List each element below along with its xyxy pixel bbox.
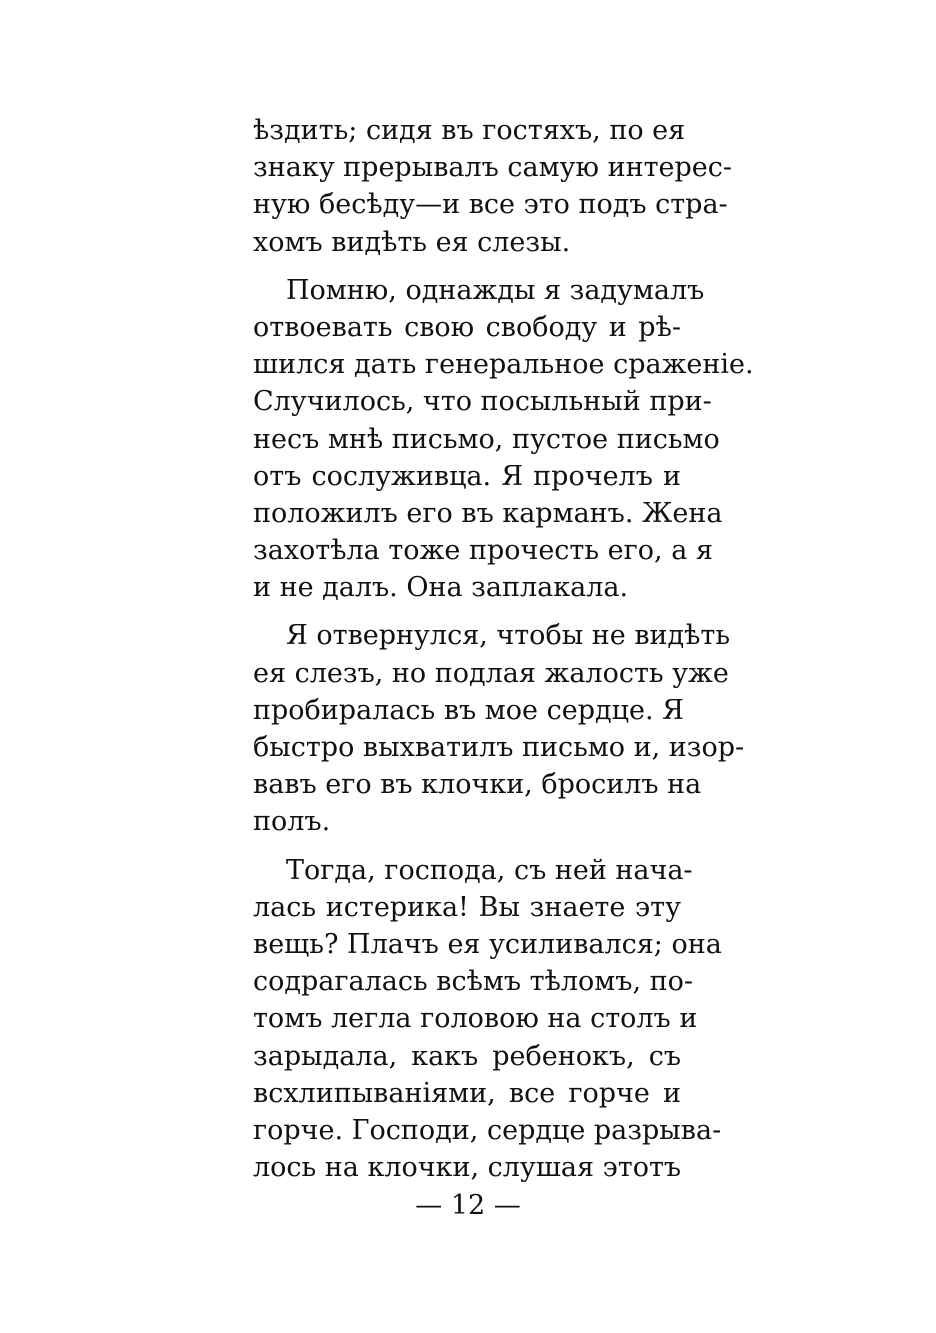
text-line: лась истерика! Вы знаете эту	[253, 891, 681, 923]
text-line: и не далъ. Она заплакала.	[253, 572, 629, 604]
text-line: ную бесѣду—и все это подъ стра-	[253, 189, 728, 221]
paragraph-1	[253, 112, 733, 261]
page-number: — 12 —	[415, 1190, 521, 1221]
text-line: Тогда, господа, съ ней нача-	[286, 854, 693, 886]
text-line: пробиралась въ мое сердце. Я	[253, 694, 684, 726]
text-line: вавъ его въ клочки, бросилъ на	[253, 769, 702, 801]
paragraph-2	[253, 272, 754, 607]
text-line: лось на клочки, слушая этотъ	[253, 1152, 682, 1184]
text-line: быстро выхватилъ письмо и, изор-	[253, 732, 745, 763]
text-line: отвоевать свою свободу и рѣ-	[253, 311, 681, 343]
text-line: несъ мнѣ письмо, пустое письмо	[253, 423, 720, 455]
paragraph-gap	[253, 606, 681, 617]
text-line: захотѣла тоже прочесть его, а я	[253, 535, 713, 567]
text-line: вещь? Плачъ ея усиливался; она	[253, 928, 722, 960]
text-line: горче. Господи, сердце разрыва-	[253, 1114, 722, 1146]
paragraph-3	[253, 617, 745, 840]
text-line: полъ.	[253, 806, 331, 838]
text-line: отъ сослуживца. Я прочелъ и	[253, 460, 681, 492]
text-line: Помню, однажды я задумалъ	[286, 274, 705, 306]
body-text	[253, 112, 754, 1186]
text-line: положилъ его въ карманъ. Жена	[253, 497, 723, 529]
text-line: хомъ видѣть ея слезы.	[253, 226, 571, 258]
text-line: зарыдала, какъ ребенокъ, съ	[253, 1040, 681, 1072]
text-line: ея слезъ, но подлая жалость уже	[253, 657, 729, 689]
text-line: всхлипываніями, все горче и	[253, 1077, 681, 1109]
text-line: знаку прерывалъ самую интерес-	[253, 152, 733, 184]
paragraph-gap	[253, 841, 681, 852]
text-line: шился дать генеральное сраженіе.	[253, 349, 754, 381]
paragraph-4	[253, 852, 722, 1187]
text-line: ѣздить; сидя въ гостяхъ, по ея	[253, 115, 686, 146]
text-line: содрагалась всѣмъ тѣломъ, по-	[253, 966, 693, 998]
text-line: томъ легла головою на столъ и	[253, 1003, 698, 1035]
text-line: Случилось, что посыльный при-	[253, 386, 712, 418]
paragraph-gap	[253, 261, 681, 272]
text-line: Я отвернулся, чтобы не видѣть	[286, 620, 731, 652]
